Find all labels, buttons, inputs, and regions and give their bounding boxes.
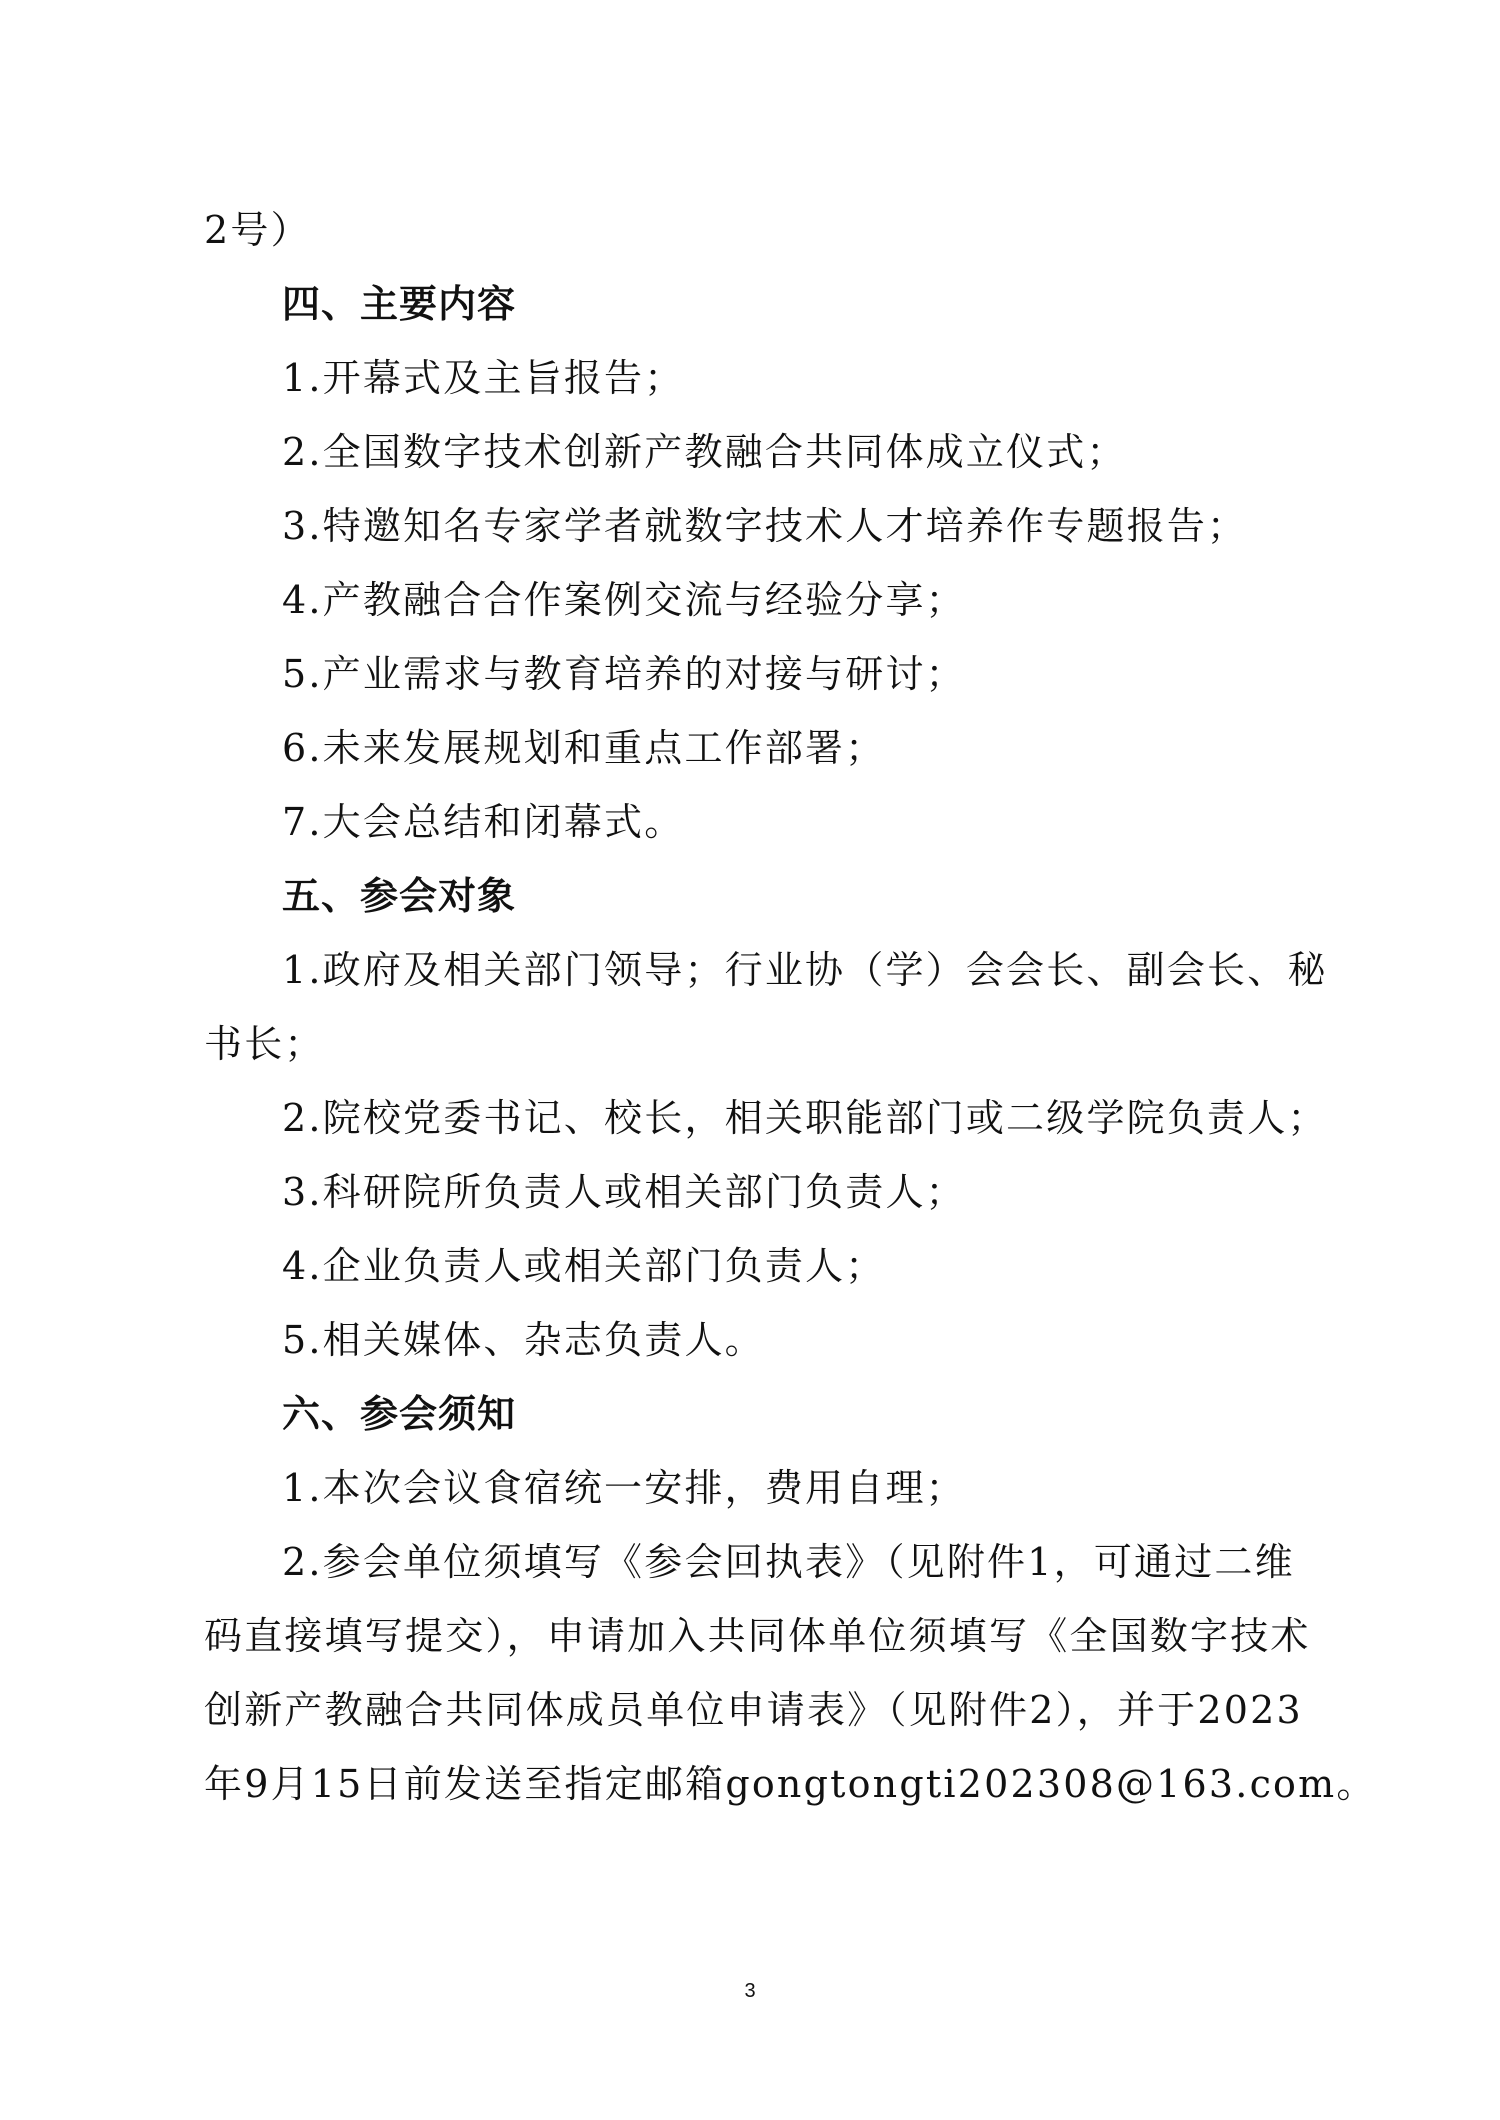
section-heading-notice: 六、参会须知 (282, 1392, 517, 1436)
section-heading-attendees: 五、参会对象 (282, 874, 517, 918)
list-item: 4.企业负责人或相关部门负责人； (282, 1244, 886, 1288)
list-item: 7.大会总结和闭幕式。 (282, 800, 685, 844)
list-item: 3.科研院所负责人或相关部门负责人； (282, 1170, 966, 1214)
section-heading-main-content: 四、主要内容 (282, 282, 517, 326)
continuation-line: 2号） (204, 208, 311, 252)
list-item: 3.特邀知名专家学者就数字技术人才培养作专题报告； (282, 504, 1248, 548)
list-item: 1.本次会议食宿统一安排，费用自理； (282, 1466, 966, 1510)
list-item: 2.参会单位须填写《参会回执表》（见附件1，可通过二维 (282, 1540, 1295, 1584)
list-item: 2.全国数字技术创新产教融合共同体成立仪式； (282, 430, 1127, 474)
list-item: 2.院校党委书记、校长，相关职能部门或二级学院负责人； (282, 1096, 1328, 1140)
list-item-continuation: 书长； (204, 1022, 325, 1066)
page-number: 3 (744, 1980, 756, 2002)
list-item: 5.产业需求与教育培养的对接与研讨； (282, 652, 966, 696)
list-item: 1.政府及相关部门领导；行业协（学）会会长、副会长、秘 (282, 948, 1328, 992)
list-item-continuation: 年9月15日前发送至指定邮箱gongtongti202308@163.com。 (204, 1762, 1377, 1806)
list-item-continuation: 码直接填写提交），申请加入共同体单位须填写《全国数字技术 (204, 1614, 1311, 1658)
list-item: 4.产教融合合作案例交流与经验分享； (282, 578, 966, 622)
list-item-continuation: 创新产教融合共同体成员单位申请表》（见附件2），并于2023 (204, 1688, 1303, 1732)
list-item: 1.开幕式及主旨报告； (282, 356, 685, 400)
list-item: 5.相关媒体、杂志负责人。 (282, 1318, 765, 1362)
list-item: 6.未来发展规划和重点工作部署； (282, 726, 886, 770)
